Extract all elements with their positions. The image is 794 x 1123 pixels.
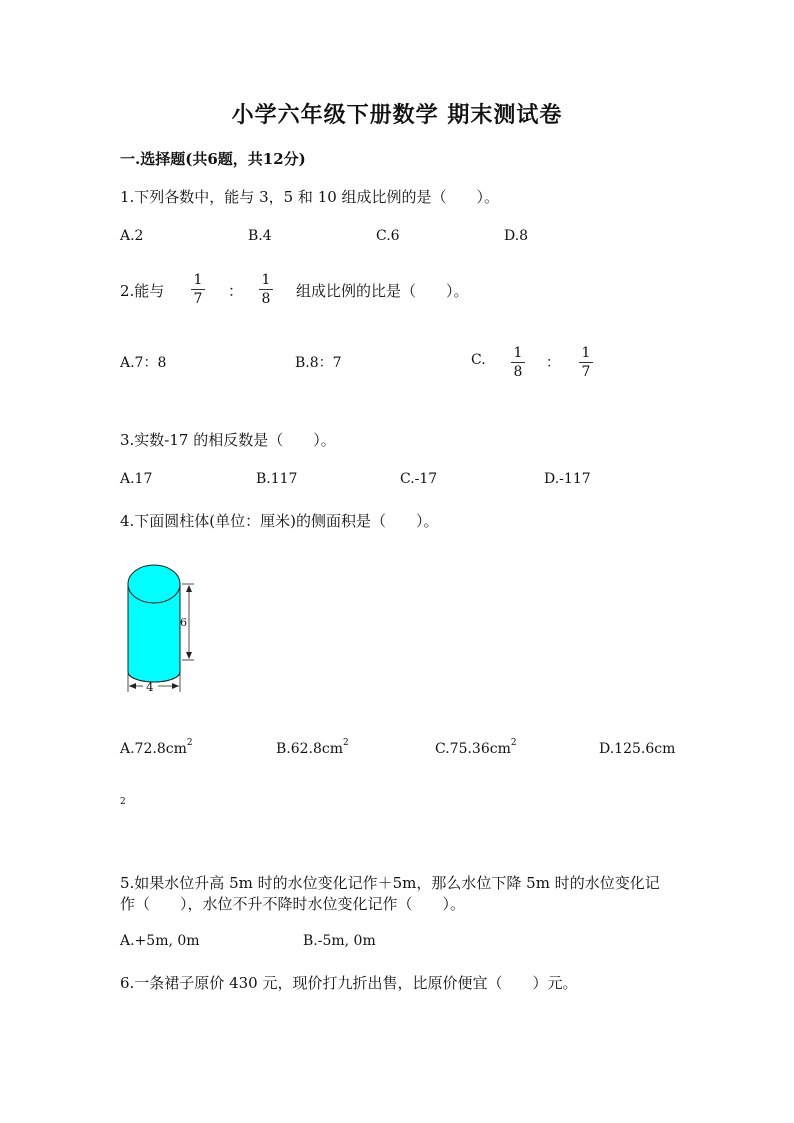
q4-option-a-text: A.72.8cm	[120, 741, 187, 757]
question-2-suffix: 组成比例的比是（ ）。	[296, 282, 469, 300]
q4-wrapped-exponent: 2	[120, 797, 126, 807]
q4-option-d-text: D.125.6cm	[599, 741, 676, 757]
q5-option-b: B.-5m, 0m	[303, 933, 376, 949]
fraction-numerator: 1	[191, 272, 205, 290]
q4-option-b	[276, 738, 349, 757]
q1-option-b: B.4	[248, 228, 272, 244]
q3-option-d: D.-117	[544, 471, 591, 487]
diameter-arrow-left-icon	[129, 683, 136, 689]
fraction-denominator: 7	[193, 291, 203, 307]
question-3-text: 3.实数-17 的相反数是（ ）。	[120, 431, 336, 449]
question-5-line-2: 作（ ），水位不升不降时水位变化记作（ ）。	[120, 895, 466, 913]
q2-option-c-label: C.	[471, 352, 486, 368]
q4-option-b-exponent: 2	[343, 738, 349, 748]
question-1-text: 1.下列各数中，能与 3，5 和 10 组成比例的是（ ）。	[120, 188, 500, 206]
question-4-text: 4.下面圆柱体(单位：厘米)的侧面积是（ ）。	[120, 512, 439, 530]
q2-colon: ：	[228, 282, 244, 300]
fraction-numerator: 1	[579, 345, 593, 363]
q4-option-c	[435, 738, 517, 757]
diameter-arrow-right-icon	[172, 683, 179, 689]
height-label: 6	[180, 616, 187, 629]
fraction-denominator: 8	[261, 291, 271, 307]
cylinder-top	[128, 565, 180, 603]
height-arrow-down-icon	[186, 652, 192, 659]
height-arrow-up-icon	[186, 585, 192, 592]
q1-option-a: A.2	[120, 228, 144, 244]
q4-option-a-exponent: 2	[186, 738, 193, 748]
q1-option-c: C.6	[376, 228, 400, 244]
section-heading: 一.选择题(共6题，共12分)	[120, 150, 306, 168]
q4-option-d	[599, 741, 675, 757]
q2-option-b: B.8：7	[295, 355, 342, 371]
q2-option-c-fraction-one-seventh	[579, 345, 593, 380]
q4-option-c-exponent: 2	[510, 738, 517, 748]
question-2-prefix: 2.能与	[120, 282, 165, 300]
q4-option-a	[120, 738, 193, 757]
q3-option-c: C.-17	[400, 471, 438, 487]
diameter-label: 4	[146, 680, 154, 694]
fraction-denominator: 7	[581, 364, 591, 380]
q3-option-a: A.17	[120, 471, 153, 487]
q4-option-c-text: C.75.36cm	[435, 741, 511, 757]
question-6-text: 6.一条裙子原价 430 元，现价打九折出售，比原价便宜（ ）元。	[120, 974, 578, 992]
q3-option-b: B.117	[256, 471, 298, 487]
cylinder-figure	[118, 558, 208, 698]
fraction-numerator: 1	[511, 345, 525, 363]
q2-option-a: A.7：8	[120, 355, 167, 371]
q2-option-c-fraction-one-eighth	[511, 345, 525, 380]
q2-option-c-colon: ：	[546, 355, 560, 371]
q4-option-b-text: B.62.8cm	[276, 741, 344, 757]
fraction-denominator: 8	[513, 364, 523, 380]
q1-option-d: D.8	[504, 228, 529, 244]
fraction-numerator: 1	[259, 272, 273, 290]
q2-fraction-one-eighth	[259, 272, 273, 307]
q5-option-a: A.+5m, 0m	[120, 933, 200, 949]
question-5-line-1: 5.如果水位升高 5m 时的水位变化记作＋5m，那么水位下降 5m 时的水位变化记	[120, 874, 660, 892]
q2-fraction-one-seventh	[191, 272, 205, 307]
page-title: 小学六年级下册数学 期末测试卷	[231, 102, 563, 128]
